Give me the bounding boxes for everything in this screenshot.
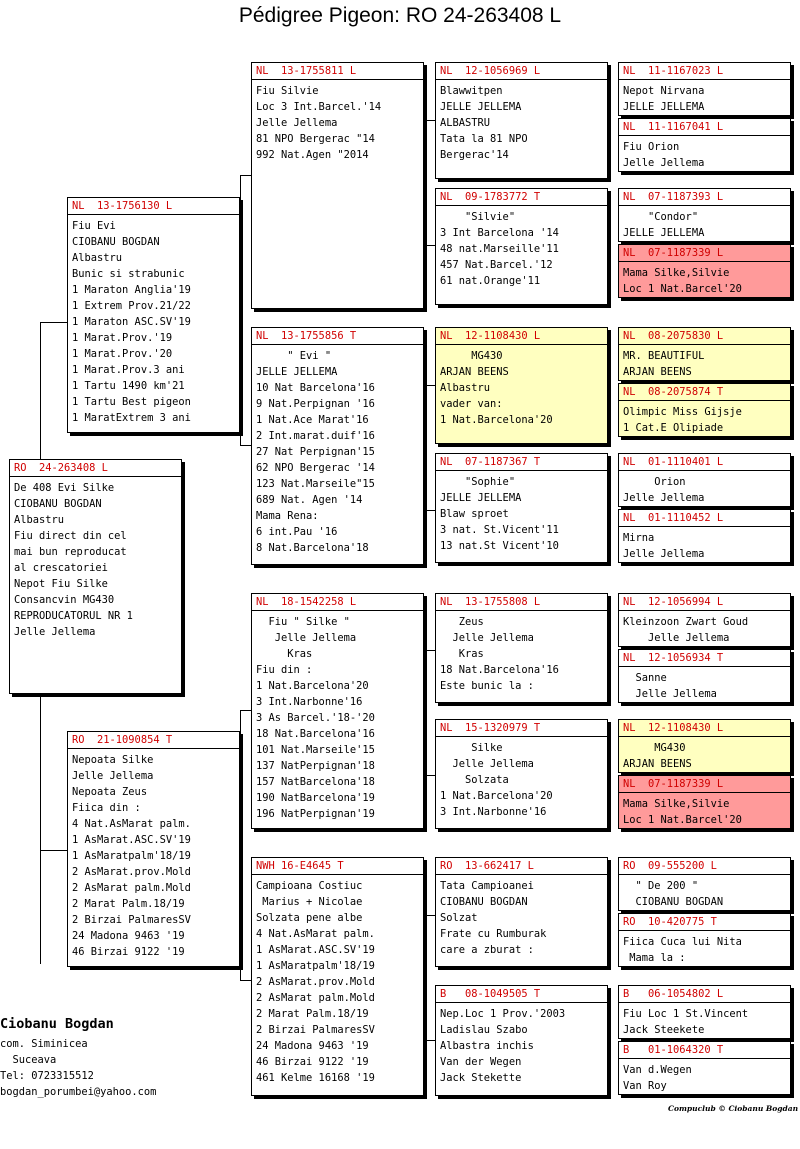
card-line: " Evi " <box>256 350 332 362</box>
card-line: Mama la : <box>623 952 686 964</box>
connector-line <box>240 710 241 980</box>
card-line: Jelle Jellema <box>14 626 96 638</box>
card-line: Solzat <box>440 912 478 924</box>
card-line: 46 Birzai 9122 '19 <box>72 946 185 958</box>
card-line: 1 AsMarat.ASC.SV'19 <box>72 834 191 846</box>
card-line: 137 NatPerpignan'18 <box>256 760 375 772</box>
ring-number: B 06-1054802 L <box>619 986 790 1003</box>
card-line: 1 Maraton Anglia'19 <box>72 284 191 296</box>
card-line: MR. BEAUTIFUL <box>623 350 705 362</box>
card-line: Fiu Silvie <box>256 85 319 97</box>
card-line: Ladislau Szabo <box>440 1024 528 1036</box>
connector-line <box>424 915 435 916</box>
card-line: Olimpic Miss Gijsje <box>623 406 742 418</box>
card-line: Albastru <box>14 514 65 526</box>
card-line: 10 Nat Barcelona'16 <box>256 382 375 394</box>
card-line: Jelle Jellema <box>623 157 705 169</box>
card-line: Loc 1 Nat.Barcel'20 <box>623 283 742 295</box>
card-body <box>436 80 607 163</box>
pedigree-card-gggp-5 <box>618 383 791 437</box>
card-line: 62 NPO Bergerac '14 <box>256 462 375 474</box>
card-body <box>619 262 790 297</box>
pedigree-card-ggp-2 <box>435 327 608 444</box>
card-body <box>619 1059 790 1094</box>
owner-address <box>0 1036 156 1100</box>
owner-line: Suceava <box>0 1054 57 1066</box>
card-line: 123 Nat.Marseile"15 <box>256 478 375 490</box>
ring-number: NL 07-1187393 L <box>619 189 790 206</box>
card-line: JELLE JELLEMA <box>440 492 522 504</box>
connector-line <box>424 120 425 245</box>
card-line: Jelle Jellema <box>623 688 717 700</box>
pedigree-card-gggp-1 <box>618 118 791 172</box>
card-line: Fiu direct din cel <box>14 530 127 542</box>
card-line: Fiu Loc 1 St.Vincent <box>623 1008 749 1020</box>
card-line: 1 Cat.E Olipiade <box>623 422 724 434</box>
card-line: Fiu Evi <box>72 220 116 232</box>
card-line: 101 Nat.Marseile'15 <box>256 744 375 756</box>
card-body <box>68 749 239 960</box>
footer-credit: Compuclub © Ciobanu Bogdan <box>668 1104 799 1113</box>
card-line: Kras <box>440 648 484 660</box>
owner-line: com. Siminicea <box>0 1038 88 1050</box>
connector-line <box>424 385 435 386</box>
connector-line <box>424 775 435 776</box>
pedigree-card-gggp-15 <box>618 1041 791 1095</box>
card-line: 27 Nat Perpignan'15 <box>256 446 375 458</box>
card-line: Kras <box>256 648 313 660</box>
pedigree-card-gggp-12 <box>618 857 791 911</box>
connector-line <box>40 850 67 851</box>
ring-number: B 01-1064320 T <box>619 1042 790 1059</box>
pedigree-card-ggp-5 <box>435 719 608 829</box>
ring-number: NL 13-1755856 T <box>252 328 423 345</box>
pedigree-card-gggp-9 <box>618 649 791 703</box>
card-line: 2 AsMarat.prov.Mold <box>72 866 191 878</box>
connector-line <box>40 322 41 459</box>
connector-line <box>424 650 435 651</box>
card-line: REPRODUCATORUL NR 1 <box>14 610 133 622</box>
card-line: 1 AsMarat.ASC.SV'19 <box>256 944 375 956</box>
card-body <box>436 1003 607 1086</box>
ring-number: NL 07-1187339 L <box>619 245 790 262</box>
ring-number: RO 09-555200 L <box>619 858 790 875</box>
card-line: Jelle Jellema <box>256 632 357 644</box>
card-line: 1 Tartu Best pigeon <box>72 396 191 408</box>
card-line: Nep.Loc 1 Prov.'2003 <box>440 1008 566 1020</box>
card-line: CIOBANU BOGDAN <box>14 498 102 510</box>
pedigree-card-gp-0 <box>251 62 424 309</box>
page-title: Pédigree Pigeon: RO 24-263408 L <box>238 4 562 27</box>
card-line: Jelle Jellema <box>440 632 534 644</box>
ring-number: NL 11-1167023 L <box>619 63 790 80</box>
pedigree-card-ggp-4 <box>435 593 608 703</box>
card-body <box>619 80 790 115</box>
card-line: Loc 3 Int.Barcel.'14 <box>256 101 382 113</box>
pedigree-card-ggp-3 <box>435 453 608 563</box>
card-line: 18 Nat.Barcelona'16 <box>256 728 375 740</box>
card-line: Jelle Jellema <box>72 770 154 782</box>
pedigree-card-ggp-0 <box>435 62 608 179</box>
card-line: 2 Marat Palm.18/19 <box>256 1008 369 1020</box>
card-line: vader van: <box>440 398 503 410</box>
card-body <box>619 471 790 506</box>
connector-line <box>424 385 425 510</box>
card-line: JELLE JELLEMA <box>256 366 338 378</box>
card-line: 6 int.Pau '16 <box>256 526 338 538</box>
card-line: Van d.Wegen <box>623 1064 692 1076</box>
ring-number: NL 12-1056969 L <box>436 63 607 80</box>
card-line: Jelle Jellema <box>623 492 705 504</box>
card-line: 1 Nat.Barcelona'20 <box>440 414 553 426</box>
card-line: 2 Birzai PalmaresSV <box>256 1024 375 1036</box>
card-body <box>436 345 607 428</box>
connector-line <box>40 694 41 964</box>
card-line: Mama Rena: <box>256 510 319 522</box>
card-body <box>619 206 790 241</box>
card-line: ARJAN BEENS <box>440 366 509 378</box>
card-line: JELLE JELLEMA <box>623 227 705 239</box>
connector-line <box>424 650 425 775</box>
ring-number: NWH 16-E4645 T <box>252 858 423 875</box>
card-line: 457 Nat.Barcel.'12 <box>440 259 553 271</box>
card-body <box>619 667 790 702</box>
card-line: Mama Silke,Silvie <box>623 267 730 279</box>
card-line: Bergerac'14 <box>440 149 509 161</box>
card-line: 1 Nat.Barcelona'20 <box>256 680 369 692</box>
connector-line <box>240 175 251 176</box>
card-line: 2 AsMarat.prov.Mold <box>256 976 375 988</box>
card-line: Albastru <box>440 382 491 394</box>
card-body <box>436 206 607 289</box>
card-line: " De 200 " <box>623 880 699 892</box>
ring-number: RO 24-263408 L <box>10 460 181 477</box>
ring-number: NL 08-2075830 L <box>619 328 790 345</box>
card-line: 1 MaratExtrem 3 ani <box>72 412 191 424</box>
card-line: 1 Extrem Prov.21/22 <box>72 300 191 312</box>
card-body <box>252 345 423 556</box>
card-line: Campioana Costiuc <box>256 880 363 892</box>
card-line: al crescatoriei <box>14 562 108 574</box>
pedigree-card-gggp-0 <box>618 62 791 116</box>
card-body <box>619 793 790 828</box>
card-line: 18 Nat.Barcelona'16 <box>440 664 559 676</box>
card-body <box>619 136 790 171</box>
ring-number: NL 08-2075874 T <box>619 384 790 401</box>
connector-line <box>240 445 251 446</box>
card-line: Silke <box>440 742 503 754</box>
card-line: 1 Maraton ASC.SV'19 <box>72 316 191 328</box>
card-line: 3 Int.Narbonne'16 <box>256 696 363 708</box>
card-line: 1 Marat.Prov.'19 <box>72 332 173 344</box>
owner-name: Ciobanu Bogdan <box>0 1016 114 1032</box>
pedigree-card-gggp-13 <box>618 913 791 967</box>
pedigree-card-sire <box>67 197 240 433</box>
card-body <box>436 611 607 694</box>
pedigree-card-gggp-6 <box>618 453 791 507</box>
card-line: 1 Nat.Ace Marat'16 <box>256 414 369 426</box>
card-line: Van Roy <box>623 1080 667 1092</box>
card-line: "Silvie" <box>440 211 516 223</box>
card-line: ARJAN BEENS <box>623 366 692 378</box>
card-line: "Condor" <box>623 211 699 223</box>
card-line: 8 Nat.Barcelona'18 <box>256 542 369 554</box>
ring-number: RO 10-420775 T <box>619 914 790 931</box>
ring-number: NL 12-1056994 L <box>619 594 790 611</box>
card-line: 992 Nat.Agen "2014 <box>256 149 369 161</box>
connector-line <box>424 120 435 121</box>
card-line: 461 Kelme 16168 '19 <box>256 1072 375 1084</box>
ring-number: NL 11-1167041 L <box>619 119 790 136</box>
card-line: Albastru <box>72 252 123 264</box>
card-line: MG430 <box>623 742 686 754</box>
card-line: Mirna <box>623 532 655 544</box>
card-line: Solzata <box>440 774 509 786</box>
card-line: 2 AsMarat palm.Mold <box>72 882 191 894</box>
card-line: 61 nat.Orange'11 <box>440 275 541 287</box>
pedigree-card-gggp-7 <box>618 509 791 563</box>
card-line: ARJAN BEENS <box>623 758 692 770</box>
card-line: Jack Steekete <box>623 1024 705 1036</box>
card-line: Nepot Fiu Silke <box>14 578 108 590</box>
pedigree-card-gp-1 <box>251 327 424 565</box>
card-line: 13 nat.St Vicent'10 <box>440 540 559 552</box>
card-line: 1 Marat.Prov.'20 <box>72 348 173 360</box>
card-line: De 408 Evi Silke <box>14 482 115 494</box>
card-line: JELLE JELLEMA <box>440 101 522 113</box>
card-line: 4 Nat.AsMarat palm. <box>72 818 191 830</box>
card-body <box>436 737 607 820</box>
card-line: Blaw sproet <box>440 508 509 520</box>
card-line: 689 Nat. Agen '14 <box>256 494 363 506</box>
card-line: 48 nat.Marseille'11 <box>440 243 559 255</box>
card-line: 190 NatBarcelona'19 <box>256 792 375 804</box>
card-body <box>619 737 790 772</box>
card-line: Nepot Nirvana <box>623 85 705 97</box>
ring-number: NL 18-1542258 L <box>252 594 423 611</box>
card-line: "Sophie" <box>440 476 516 488</box>
card-body <box>252 80 423 163</box>
card-line: 1 Nat.Barcelona'20 <box>440 790 553 802</box>
card-line: Jelle Jellema <box>440 758 534 770</box>
owner-email: bogdan_porumbei@yahoo.com <box>0 1086 157 1098</box>
connector-line <box>424 245 435 246</box>
card-body <box>436 875 607 958</box>
card-line: Fiu din : <box>256 664 313 676</box>
card-line: Fiu Orion <box>623 141 680 153</box>
pedigree-card-gp-2 <box>251 593 424 829</box>
card-line: 2 AsMarat palm.Mold <box>256 992 375 1004</box>
ring-number: NL 13-1756130 L <box>68 198 239 215</box>
card-line: Nepoata Silke <box>72 754 154 766</box>
card-body <box>619 611 790 646</box>
pedigree-card-dam <box>67 731 240 967</box>
ring-number: NL 15-1320979 T <box>436 720 607 737</box>
card-line: Tata la 81 NPO <box>440 133 528 145</box>
card-line: 81 NPO Bergerac "14 <box>256 133 375 145</box>
card-line: Orion <box>623 476 686 488</box>
card-body <box>619 401 790 436</box>
pedigree-card-ggp-1 <box>435 188 608 305</box>
card-body <box>619 345 790 380</box>
card-line: MG430 <box>440 350 503 362</box>
card-line: Fiu " Silke " <box>256 616 350 628</box>
card-body <box>436 471 607 554</box>
card-line: Loc 1 Nat.Barcel'20 <box>623 814 742 826</box>
connector-line <box>424 1040 435 1041</box>
connector-line <box>40 322 67 323</box>
card-line: Este bunic la : <box>440 680 534 692</box>
card-line: CIOBANU BOGDAN <box>72 236 160 248</box>
pedigree-card-gggp-8 <box>618 593 791 647</box>
pedigree-card-gggp-4 <box>618 327 791 381</box>
card-line: 196 NatPerpignan'19 <box>256 808 375 820</box>
card-body <box>619 527 790 562</box>
card-line: 9 Nat.Perpignan '16 <box>256 398 375 410</box>
card-line: Jack Stekette <box>440 1072 522 1084</box>
ring-number: NL 12-1108430 L <box>436 328 607 345</box>
card-line: 2 Birzai PalmaresSV <box>72 914 191 926</box>
card-line: Jelle Jellema <box>623 632 730 644</box>
card-line: Van der Wegen <box>440 1056 522 1068</box>
card-line: 3 Int Barcelona '14 <box>440 227 559 239</box>
card-line: Bunic si strabunic <box>72 268 185 280</box>
card-line: 157 NatBarcelona'18 <box>256 776 375 788</box>
ring-number: RO 13-662417 L <box>436 858 607 875</box>
pedigree-card-ggp-7 <box>435 985 608 1096</box>
card-line: Mama Silke,Silvie <box>623 798 730 810</box>
owner-line: Tel: 0723315512 <box>0 1070 94 1082</box>
card-body <box>619 875 790 910</box>
ring-number: NL 07-1187339 L <box>619 776 790 793</box>
card-line: CIOBANU BOGDAN <box>623 896 724 908</box>
connector-line <box>240 175 241 445</box>
card-line: Fiica Cuca lui Nita <box>623 936 742 948</box>
card-line: 24 Madona 9463 '19 <box>72 930 185 942</box>
card-line: Kleinzoon Zwart Goud <box>623 616 749 628</box>
card-line: Consancvin MG430 <box>14 594 115 606</box>
ring-number: NL 09-1783772 T <box>436 189 607 206</box>
pedigree-card-gggp-2 <box>618 188 791 242</box>
card-line: care a zburat : <box>440 944 534 956</box>
card-body <box>68 215 239 426</box>
card-line: 3 nat. St.Vicent'11 <box>440 524 559 536</box>
card-line: 4 Nat.AsMarat palm. <box>256 928 375 940</box>
card-line: Sanne <box>623 672 667 684</box>
ring-number: NL 12-1108430 L <box>619 720 790 737</box>
card-line: 1 Tartu 1490 km'21 <box>72 380 185 392</box>
ring-number: NL 12-1056934 T <box>619 650 790 667</box>
ring-number: NL 13-1755811 L <box>252 63 423 80</box>
ring-number: RO 21-1090854 T <box>68 732 239 749</box>
connector-line <box>424 915 425 1040</box>
pedigree-card-gggp-3 <box>618 244 791 298</box>
card-body <box>10 477 181 640</box>
card-line: CIOBANU BOGDAN <box>440 896 528 908</box>
card-line: Solzata pene albe <box>256 912 363 924</box>
card-line: Jelle Jellema <box>256 117 338 129</box>
card-line: 24 Madona 9463 '19 <box>256 1040 369 1052</box>
card-line: 3 As Barcel.'18-'20 <box>256 712 375 724</box>
connector-line <box>240 980 251 981</box>
connector-line <box>424 510 435 511</box>
pedigree-card-gp-3 <box>251 857 424 1096</box>
card-line: Tata Campioanei <box>440 880 534 892</box>
pedigree-card-ggp-6 <box>435 857 608 967</box>
ring-number: NL 07-1187367 T <box>436 454 607 471</box>
card-line: Fiica din : <box>72 802 141 814</box>
card-line: Marius + Nicolae <box>256 896 363 908</box>
pedigree-card-gggp-14 <box>618 985 791 1039</box>
card-line: Frate cu Rumburak <box>440 928 547 940</box>
pedigree-card-subject <box>9 459 182 694</box>
pedigree-card-gggp-10 <box>618 719 791 773</box>
card-line: 1 AsMaratpalm'18/19 <box>72 850 191 862</box>
card-line: 3 Int.Narbonne'16 <box>440 806 547 818</box>
card-line: ALBASTRU <box>440 117 491 129</box>
card-body <box>619 1003 790 1038</box>
pedigree-card-gggp-11 <box>618 775 791 829</box>
ring-number: NL 01-1110452 L <box>619 510 790 527</box>
card-line: 2 Marat Palm.18/19 <box>72 898 185 910</box>
card-line: Jelle Jellema <box>623 548 705 560</box>
card-body <box>252 875 423 1086</box>
card-line: 1 AsMaratpalm'18/19 <box>256 960 375 972</box>
connector-line <box>240 710 251 711</box>
card-line: Nepoata Zeus <box>72 786 148 798</box>
ring-number: B 08-1049505 T <box>436 986 607 1003</box>
card-line: Zeus <box>440 616 484 628</box>
card-line: JELLE JELLEMA <box>623 101 705 113</box>
ring-number: NL 01-1110401 L <box>619 454 790 471</box>
ring-number: NL 13-1755808 L <box>436 594 607 611</box>
card-line: 1 Marat.Prov.3 ani <box>72 364 185 376</box>
card-body <box>252 611 423 822</box>
card-body <box>619 931 790 966</box>
card-line: Blawwitpen <box>440 85 503 97</box>
card-line: Albastra inchis <box>440 1040 534 1052</box>
card-line: mai bun reproducat <box>14 546 127 558</box>
card-line: 2 Int.marat.duif'16 <box>256 430 375 442</box>
card-line: 46 Birzai 9122 '19 <box>256 1056 369 1068</box>
